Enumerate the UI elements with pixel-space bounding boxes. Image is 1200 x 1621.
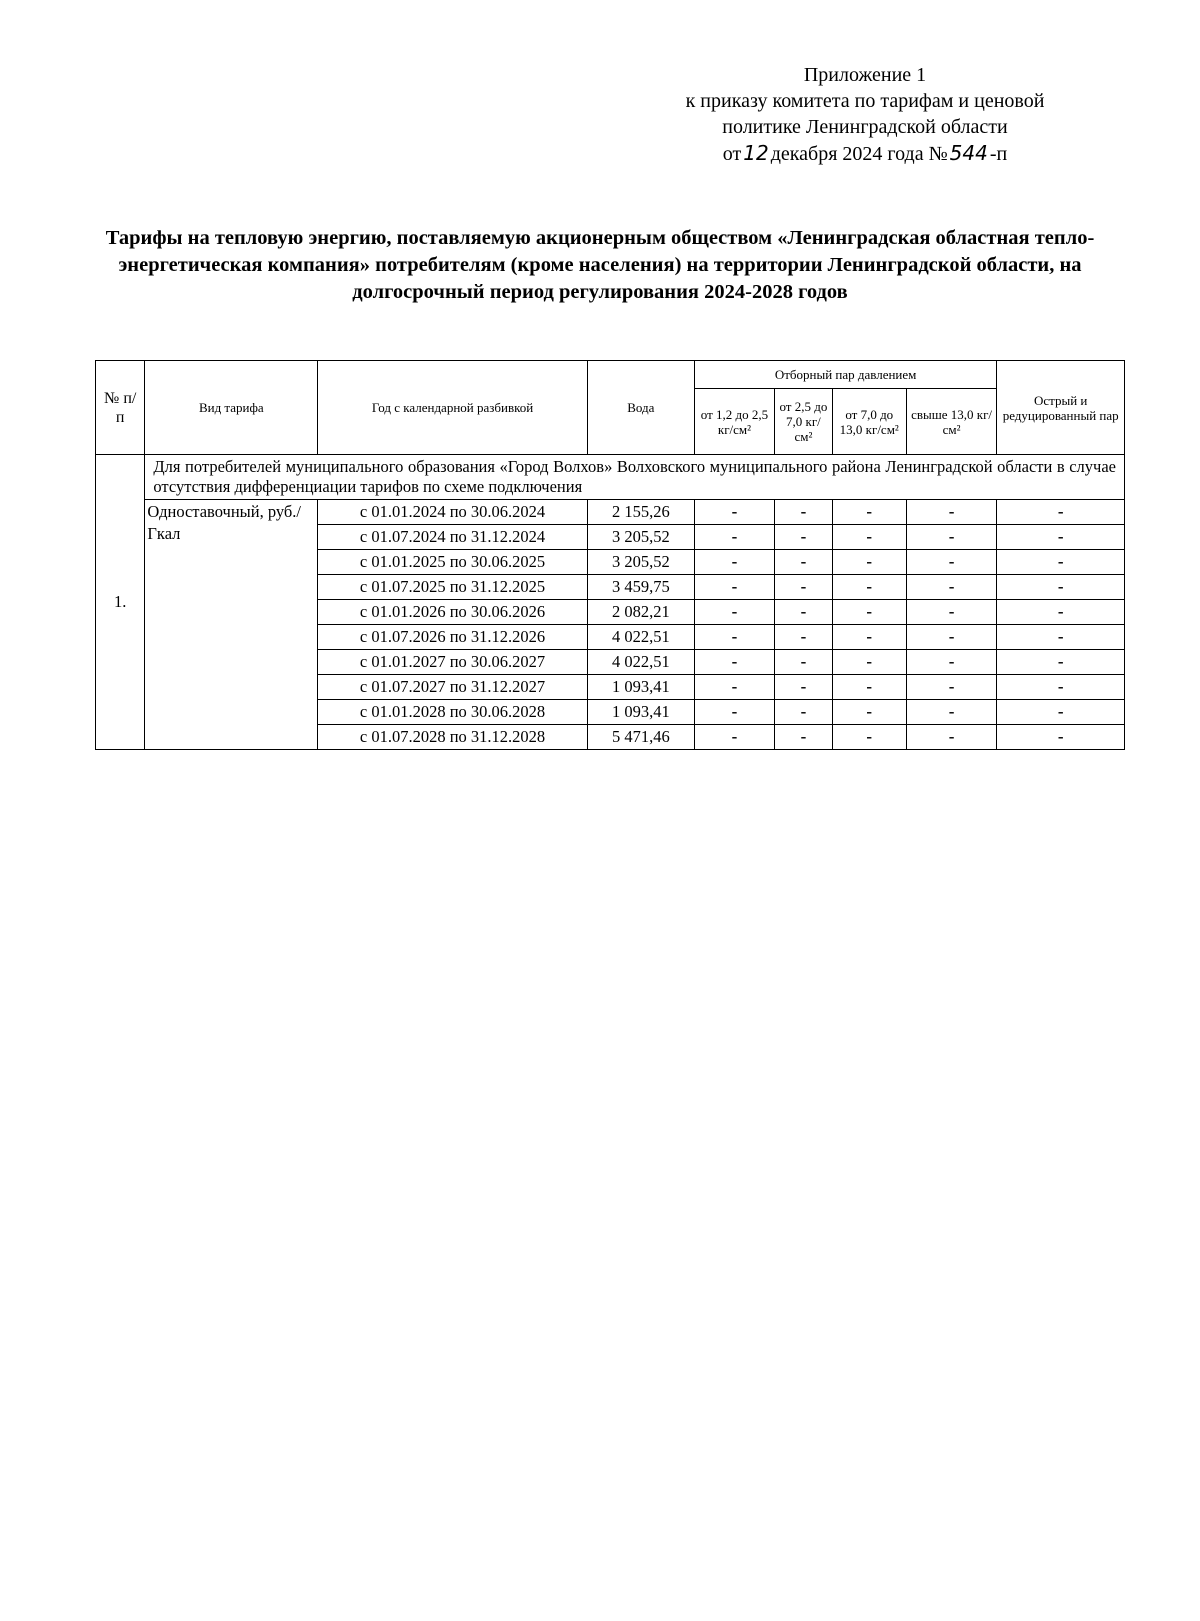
empty-value-cell: - [906, 725, 997, 750]
tariff-kind: Одноставочный, руб./Гкал [145, 500, 318, 750]
period-cell: с 01.01.2025 по 30.06.2025 [318, 550, 588, 575]
header-steam-2: от 2,5 до 7,0 кг/см² [775, 389, 833, 455]
empty-value-cell: - [775, 500, 833, 525]
period-cell: с 01.01.2028 по 30.06.2028 [318, 700, 588, 725]
empty-value-cell: - [997, 575, 1125, 600]
table-body [96, 455, 1125, 750]
empty-value-cell: - [832, 650, 906, 675]
empty-value-cell: - [832, 700, 906, 725]
period-cell: с 01.01.2024 по 30.06.2024 [318, 500, 588, 525]
empty-value-cell: - [997, 675, 1125, 700]
appendix-date-line [640, 140, 1090, 167]
empty-value-cell: - [906, 600, 997, 625]
empty-value-cell: - [775, 675, 833, 700]
empty-value-cell: - [832, 600, 906, 625]
header-steam-group: Отборный пар давлением [694, 361, 996, 389]
empty-value-cell: - [997, 550, 1125, 575]
empty-value-cell: - [906, 675, 997, 700]
date-prefix: от [722, 143, 742, 165]
empty-value-cell: - [775, 725, 833, 750]
appendix-header [640, 62, 1090, 167]
period-cell: с 01.07.2024 по 31.12.2024 [318, 525, 588, 550]
header-num: № п/п [96, 361, 145, 455]
water-tariff-cell: 4 022,51 [587, 650, 694, 675]
period-cell: с 01.01.2026 по 30.06.2026 [318, 600, 588, 625]
water-tariff-cell: 1 093,41 [587, 675, 694, 700]
empty-value-cell: - [775, 600, 833, 625]
empty-value-cell: - [906, 650, 997, 675]
header-tariff-type: Вид тарифа [145, 361, 318, 455]
empty-value-cell: - [997, 650, 1125, 675]
row-number: 1. [96, 455, 145, 750]
empty-value-cell: - [694, 550, 774, 575]
tariffs-table [95, 360, 1125, 750]
date-middle: декабря 2024 года № [770, 143, 948, 165]
header-steam-3: от 7,0 до 13,0 кг/см² [832, 389, 906, 455]
water-tariff-cell: 2 082,21 [587, 600, 694, 625]
water-tariff-cell: 3 205,52 [587, 525, 694, 550]
period-cell: с 01.07.2027 по 31.12.2027 [318, 675, 588, 700]
appendix-order-line: к приказу комитета по тарифам и ценовой [685, 90, 1045, 112]
empty-value-cell: - [775, 575, 833, 600]
appendix-title: Приложение 1 [803, 64, 927, 86]
empty-value-cell: - [694, 725, 774, 750]
empty-value-cell: - [832, 500, 906, 525]
water-tariff-cell: 3 205,52 [587, 550, 694, 575]
period-cell: с 01.07.2026 по 31.12.2026 [318, 625, 588, 650]
water-tariff-cell: 3 459,75 [587, 575, 694, 600]
empty-value-cell: - [694, 700, 774, 725]
empty-value-cell: - [832, 675, 906, 700]
appendix-committee-line: политике Ленинградской области [722, 116, 1008, 138]
empty-value-cell: - [997, 725, 1125, 750]
table-row [96, 500, 1125, 525]
water-tariff-cell: 5 471,46 [587, 725, 694, 750]
empty-value-cell: - [832, 725, 906, 750]
empty-value-cell: - [694, 625, 774, 650]
header-steam-1: от 1,2 до 2,5 кг/см² [694, 389, 774, 455]
empty-value-cell: - [694, 675, 774, 700]
water-tariff-cell: 1 093,41 [587, 700, 694, 725]
header-water: Вода [587, 361, 694, 455]
empty-value-cell: - [997, 525, 1125, 550]
empty-value-cell: - [694, 575, 774, 600]
empty-value-cell: - [694, 650, 774, 675]
empty-value-cell: - [906, 525, 997, 550]
empty-value-cell: - [775, 625, 833, 650]
empty-value-cell: - [997, 625, 1125, 650]
empty-value-cell: - [906, 625, 997, 650]
empty-value-cell: - [775, 650, 833, 675]
scope-description: Для потребителей муниципального образования «Город Волхов» Волховского муниципального района Ленинградской области в случае отсутствия дифференциации тарифов по схеме подключения [145, 455, 1125, 500]
order-suffix: -п [989, 143, 1008, 165]
empty-value-cell: - [997, 500, 1125, 525]
header-steam-4: свыше 13,0 кг/см² [906, 389, 997, 455]
empty-value-cell: - [694, 525, 774, 550]
empty-value-cell: - [832, 525, 906, 550]
period-cell: с 01.07.2025 по 31.12.2025 [318, 575, 588, 600]
empty-value-cell: - [997, 600, 1125, 625]
empty-value-cell: - [906, 700, 997, 725]
water-tariff-cell: 4 022,51 [587, 625, 694, 650]
empty-value-cell: - [694, 500, 774, 525]
empty-value-cell: - [775, 550, 833, 575]
header-sharp-steam: Острый и редуцированный пар [997, 361, 1125, 455]
empty-value-cell: - [775, 700, 833, 725]
empty-value-cell: - [832, 575, 906, 600]
empty-value-cell: - [832, 550, 906, 575]
empty-value-cell: - [694, 600, 774, 625]
water-tariff-cell: 2 155,26 [587, 500, 694, 525]
handwritten-order-number: 544 [949, 141, 988, 165]
empty-value-cell: - [997, 700, 1125, 725]
header-year: Год с календарной разбивкой [318, 361, 588, 455]
empty-value-cell: - [775, 525, 833, 550]
empty-value-cell: - [832, 625, 906, 650]
empty-value-cell: - [906, 575, 997, 600]
period-cell: с 01.07.2028 по 31.12.2028 [318, 725, 588, 750]
period-cell: с 01.01.2027 по 30.06.2027 [318, 650, 588, 675]
document-title: Тарифы на тепловую энергию, поставляемую акционерным обществом «Ленинградская областная тепло-энергетическая компания» потребителям (кроме населения) на территории Ленинградской области, на долгосрочный период регулирования 2024-2028 годов [105, 227, 1095, 303]
handwritten-day: 12 [743, 141, 769, 165]
empty-value-cell: - [906, 550, 997, 575]
empty-value-cell: - [906, 500, 997, 525]
